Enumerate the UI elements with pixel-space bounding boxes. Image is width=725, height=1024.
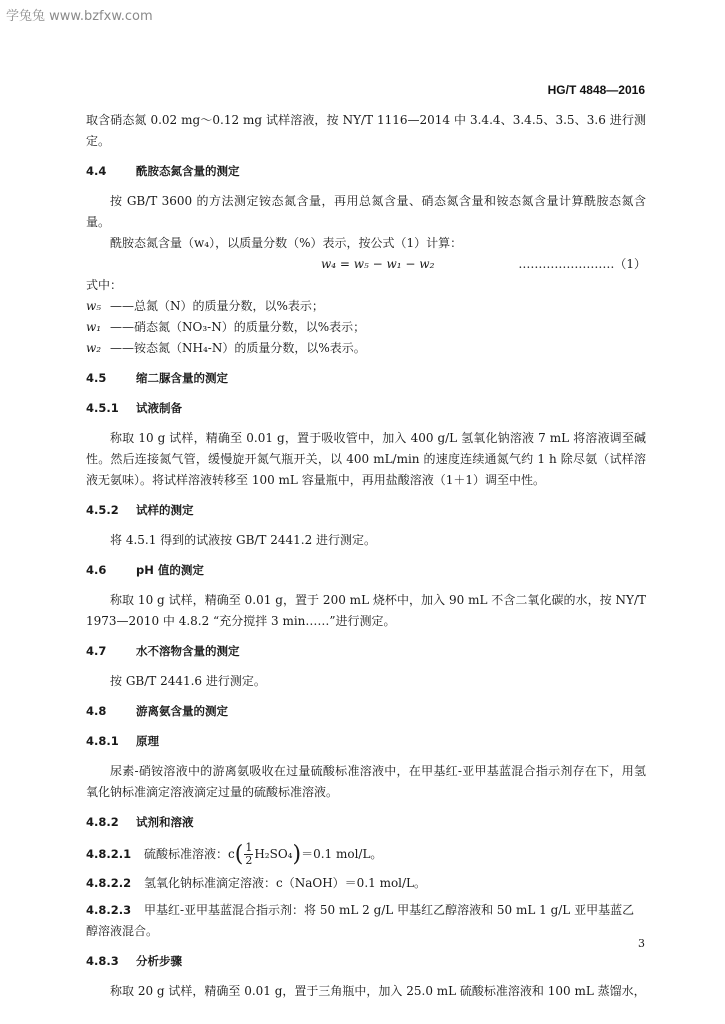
item-4-8-2-2 [86,873,646,894]
definition-symbol: w₁ [86,320,102,334]
fraction-denominator: 2 [245,854,253,867]
fraction [244,842,253,867]
formula-number: ……………………（1） [518,257,646,271]
watermark: 学兔兔 www.bzfxw.com [6,9,153,24]
section-title: 原理 [136,734,159,748]
item-text: 氢氧化钠标准滴定溶液：c（NaOH）＝0.1 mol/L。 [144,876,427,890]
section-number: 4.7 [86,644,107,658]
section-4-6-heading [86,560,646,581]
section-title: 水不溶物含量的测定 [136,644,240,658]
section-number: 4.5 [86,371,107,385]
paragraph: 尿素-硝铵溶液中的游离氨吸收在过量硫酸标准溶液中，在甲基红-亚甲基蓝混合指示剂存在下，用氢氧化钠标准滴定溶液滴定过量的硫酸标准溶液。 [86,764,646,799]
section-title: 试液制备 [136,401,182,415]
paragraph: 酰胺态氮含量（w₄），以质量分数（%）表示，按公式（1）计算： [110,236,463,250]
document-body [86,110,646,1002]
section-4-8-1-heading [86,731,646,752]
section-4-7-heading [86,641,646,662]
left-paren: ( [234,842,244,867]
section-number: 4.5.1 [86,401,119,415]
item-4-8-2-1 [86,842,646,867]
definition-item [86,296,646,317]
section-title: 酰胺态氮含量的测定 [136,164,240,178]
paragraph: 按 GB/T 2441.6 进行测定。 [110,674,266,688]
paragraph: 按 GB/T 3600 的方法测定铵态氮含量，再用总氮含量、硝态氮含量和铵态氮含量计算酰胺态氮含量。 [86,194,646,229]
right-paren: ) [292,842,302,867]
paragraph: 称取 10 g 试样，精确至 0.01 g，置于 200 mL 烧杯中，加入 90 mL 不含二氧化碳的水，按 NY/T 1973—2010 中 4.8.2 “充分搅拌 3 min……”进行测定。 [86,593,646,628]
definition-symbol: w₂ [86,341,102,355]
section-title: 分析步骤 [136,954,182,968]
definition-item [86,317,646,338]
paragraph: 将 4.5.1 得到的试液按 GB/T 2441.2 进行测定。 [110,533,377,547]
paragraph: 称取 20 g 试样，精确至 0.01 g，置于三角瓶中，加入 25.0 mL 硫酸标准溶液和 100 mL 蒸馏水， [110,984,646,998]
standard-id-header: HG/T 4848—2016 [547,83,645,97]
formula-expression: w₄ = w₅ − w₁ − w₂ [321,257,435,271]
fraction-numerator: 1 [245,841,253,854]
chemical-formula: H₂SO₄ [254,847,293,861]
section-title: pH 值的测定 [136,563,204,577]
section-number: 4.8.3 [86,954,119,968]
section-title: 试样的测定 [136,503,194,517]
section-4-5-heading [86,368,646,389]
section-number: 4.8.2 [86,815,119,829]
section-4-8-2-heading [86,812,646,833]
definition-text: ——总氮（N）的质量分数，以%表示； [110,299,324,313]
section-4-5-2-heading [86,500,646,521]
section-number: 4.5.2 [86,503,119,517]
section-title: 缩二脲含量的测定 [136,371,228,385]
section-number: 4.6 [86,563,107,577]
paragraph: 称取 10 g 试样，精确至 0.01 g，置于吸收管中，加入 400 g/L 氢氧化钠溶液 7 mL 将溶液调至碱性。然后连接氮气管，缓慢旋开氮气瓶开关，以 400 mL/min 的速度连续通氮气约 1 h 除尽氨（试样溶液无氨味）。将试样溶液转移至 100 mL 容量瓶中，再用盐酸溶液（1＋1）调至中性。 [86,431,646,487]
definition-text: ——铵态氮（NH₄-N）的质量分数，以%表示。 [110,341,366,355]
section-number: 4.4 [86,164,107,178]
item-text-tail: ＝0.1 mol/L。 [301,847,383,861]
definition-item [86,338,646,359]
section-4-4-heading [86,161,646,182]
section-title: 游离氨含量的测定 [136,704,228,718]
intro-paragraph: 取含硝态氮 0.02 mg～0.12 mg 试样溶液，按 NY/T 1116—2014 中 3.4.4、3.4.5、3.5、3.6 进行测定。 [86,113,646,148]
definition-symbol: w₅ [86,299,102,313]
section-number: 4.8 [86,704,107,718]
item-text: 硫酸标准溶液：c [144,847,235,861]
definition-text: ——硝态氮（NO₃-N）的质量分数，以%表示； [110,320,366,334]
page-number: 3 [638,937,645,950]
section-number: 4.8.1 [86,734,119,748]
item-number: 4.8.2.3 [86,903,132,917]
section-4-8-heading [86,701,646,722]
item-number: 4.8.2.2 [86,876,132,890]
section-4-5-1-heading [86,398,646,419]
section-title: 试剂和溶液 [136,815,194,829]
where-label: 式中： [86,278,123,292]
item-text: 甲基红-亚甲基蓝混合指示剂：将 50 mL 2 g/L 甲基红乙醇溶液和 50 mL 1 g/L 亚甲基蓝乙醇溶液混合。 [86,903,635,938]
section-4-8-3-heading [86,951,646,972]
item-4-8-2-3 [86,900,646,942]
item-number: 4.8.2.1 [86,847,132,861]
formula-1 [86,254,646,275]
